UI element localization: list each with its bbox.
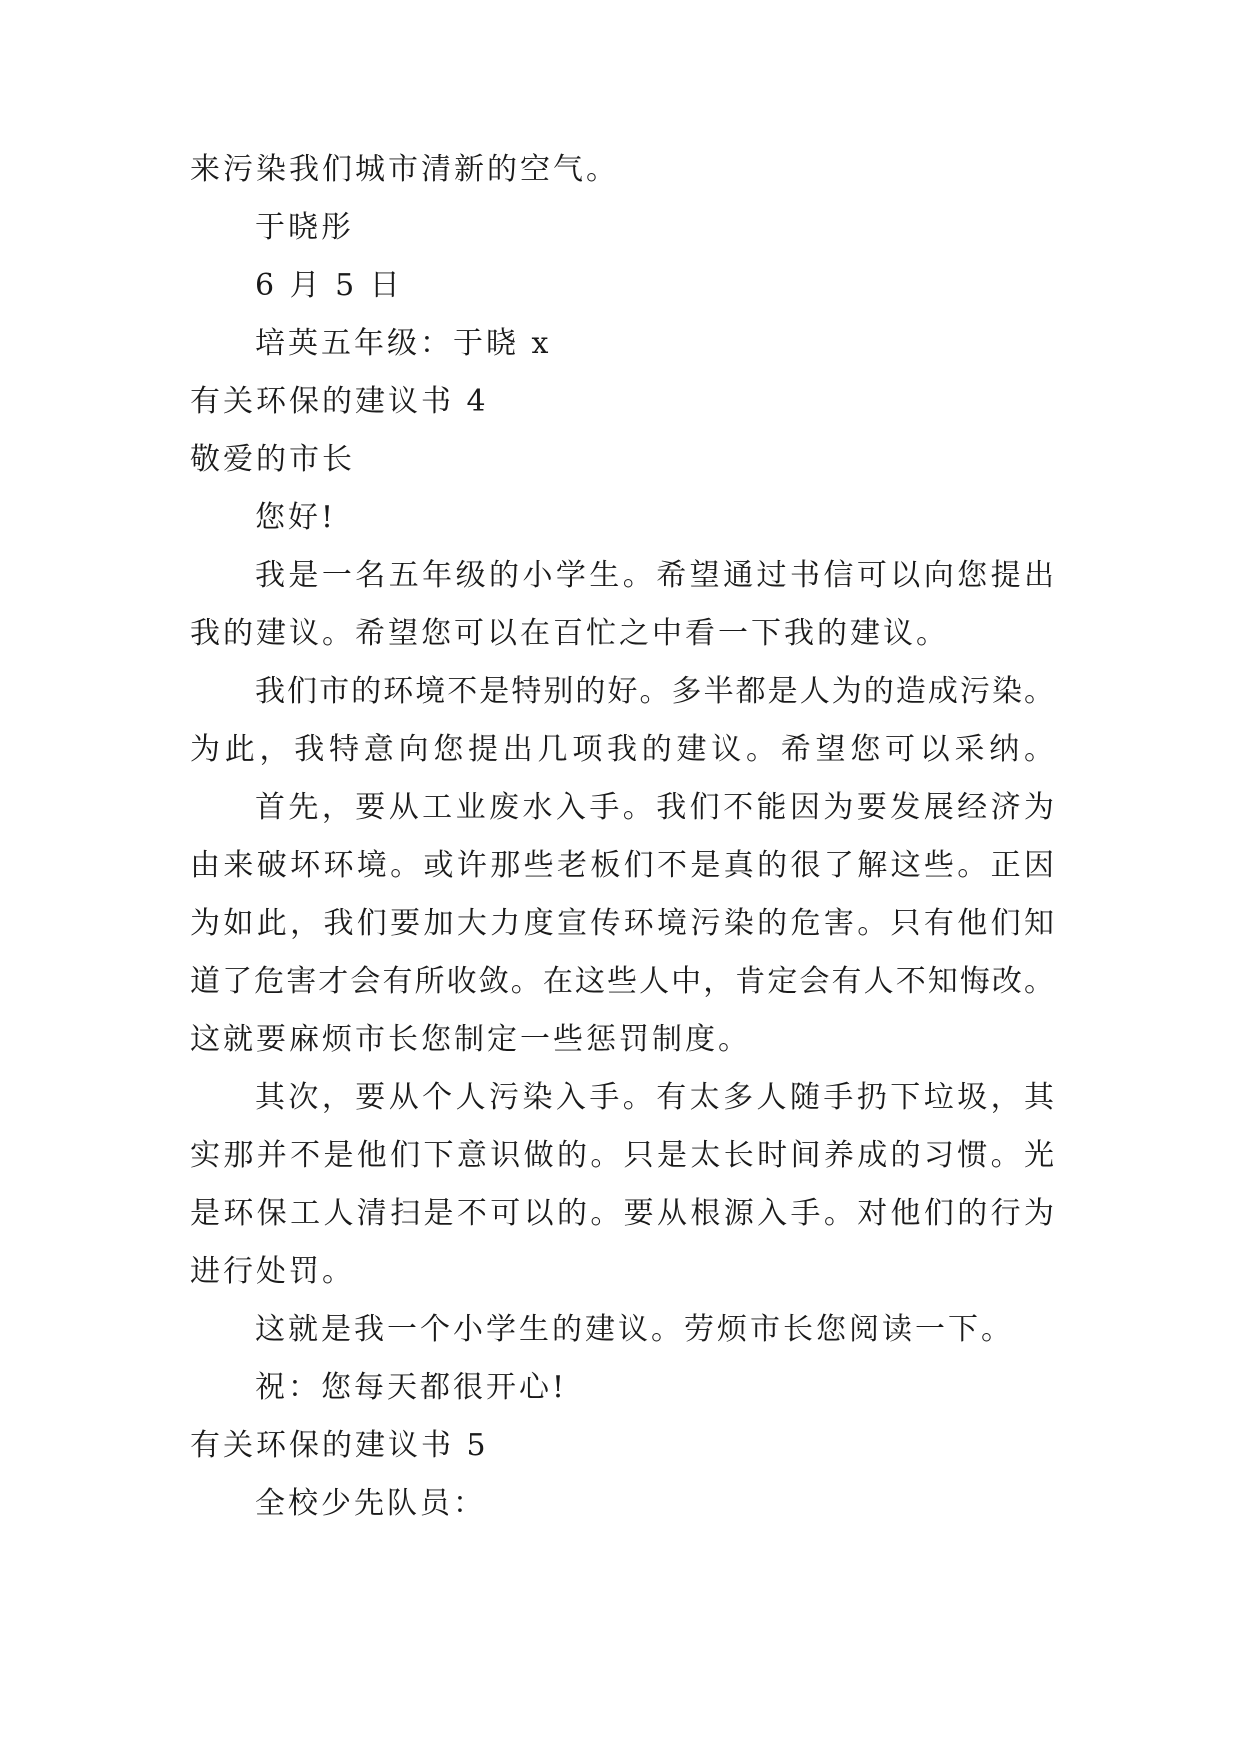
text-line: 道了危害才会有所收敛。在这些人中，肯定会有人不知悔改。: [190, 964, 1054, 999]
text-line: 我的建议。希望您可以在百忙之中看一下我的建议。: [190, 616, 949, 651]
section-heading: 有关环保的建议书 4: [190, 384, 489, 419]
salutation: 全校少先队员：: [255, 1486, 486, 1521]
text-line: 为如此，我们要加大力度宣传环境污染的危害。只有他们知: [190, 906, 1054, 941]
text-line: 这就是我一个小学生的建议。劳烦市长您阅读一下。: [255, 1312, 1014, 1347]
text-line: 这就要麻烦市长您制定一些惩罚制度。: [190, 1022, 751, 1057]
text-line: 来污染我们城市清新的空气。: [190, 152, 619, 187]
signature-date: 6 月 5 日: [255, 268, 403, 303]
text-line: 进行处罚。: [190, 1254, 355, 1289]
author-line: 培英五年级：于晓 x: [255, 326, 552, 361]
greeting: 您好!: [255, 500, 337, 535]
text-line: 由来破坏环境。或许那些老板们不是真的很了解这些。正因: [190, 848, 1054, 883]
salutation: 敬爱的市长: [190, 442, 355, 477]
closing-wish: 祝：您每天都很开心!: [255, 1370, 568, 1405]
text-line: 实那并不是他们下意识做的。只是太长时间养成的习惯。光: [190, 1138, 1054, 1173]
text-line: 我是一名五年级的小学生。希望通过书信可以向您提出: [255, 558, 1054, 593]
text-line: 是环保工人清扫是不可以的。要从根源入手。对他们的行为: [190, 1196, 1054, 1231]
text-line: 其次，要从个人污染入手。有太多人随手扔下垃圾，其: [255, 1080, 1054, 1115]
text-line: 首先，要从工业废水入手。我们不能因为要发展经济为: [255, 790, 1054, 825]
signature-name: 于晓彤: [255, 210, 354, 245]
text-line: 为此，我特意向您提出几项我的建议。希望您可以采纳。: [190, 732, 1054, 767]
text-line: 我们市的环境不是特别的好。多半都是人为的造成污染。: [255, 674, 1054, 709]
section-heading: 有关环保的建议书 5: [190, 1428, 489, 1463]
